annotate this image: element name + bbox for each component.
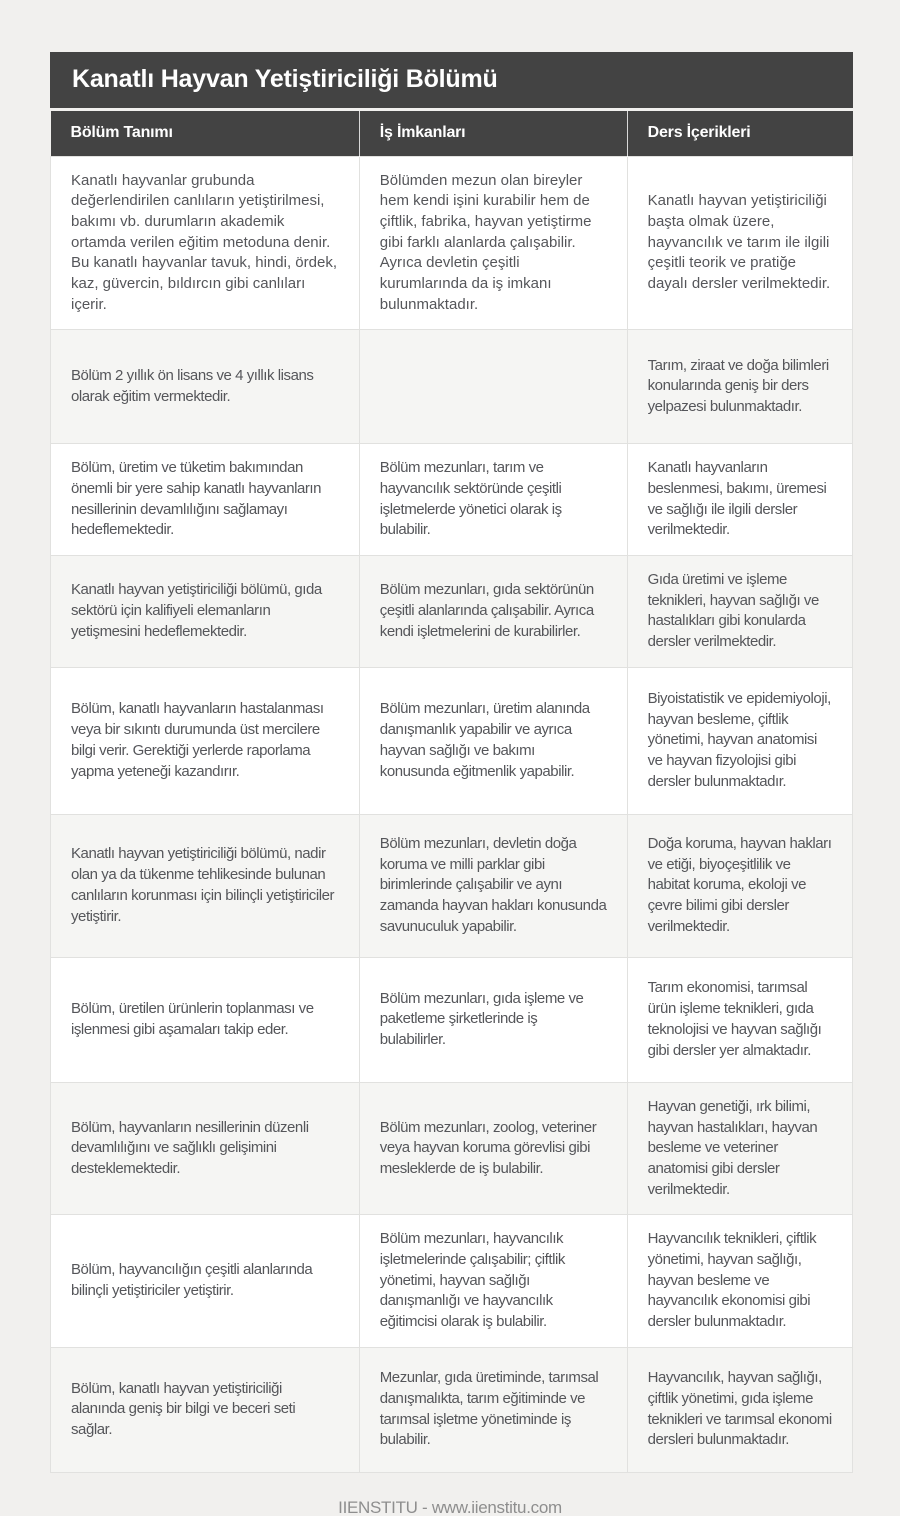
cell-courses: Doğa koruma, hayvan hakları ve etiği, biyoçeşitlilik ve habitat koruma, ekoloji ve çevre bilimi gibi dersler verilmektedir. — [627, 814, 852, 957]
table-row — [51, 814, 853, 957]
cell-jobs: Bölümden mezun olan bireyler hem kendi işini kurabilir hem de çiftlik, fabrika, hayvan yetiştirme gibi farklı alanlarda çalışabilir. Ayrıca devletin çeşitli kurumlarında da iş imkanı bulunmaktadır. — [359, 156, 627, 330]
cell-definition: Kanatlı hayvan yetiştiriciliği bölümü, gıda sektörü için kalifiyeli elemanların yetişmesini hedeflemektedir. — [51, 556, 360, 668]
page-title: Kanatlı Hayvan Yetiştiriciliği Bölümü — [50, 52, 853, 108]
table-row — [51, 1347, 853, 1472]
table-header-row — [51, 111, 853, 156]
cell-jobs: Mezunlar, gıda üretiminde, tarımsal danışmalıkta, tarım eğitiminde ve tarımsal işletme yönetiminde iş bulabilir. — [359, 1347, 627, 1472]
table-row — [51, 1082, 853, 1214]
department-table — [50, 111, 853, 1473]
table-row — [51, 556, 853, 668]
cell-courses: Hayvancılık, hayvan sağlığı, çiftlik yönetimi, gıda işleme teknikleri ve tarımsal ekonomi dersleri bulunmaktadır. — [627, 1347, 852, 1472]
cell-jobs: Bölüm mezunları, zoolog, veteriner veya hayvan koruma görevlisi gibi mesleklerde de iş bulabilir. — [359, 1082, 627, 1214]
cell-courses: Tarım, ziraat ve doğa bilimleri konularında geniş bir ders yelpazesi bulunmaktadır. — [627, 330, 852, 444]
cell-courses: Kanatlı hayvanların beslenmesi, bakımı, üremesi ve sağlığı ile ilgili dersler verilmektedir. — [627, 444, 852, 556]
cell-courses: Tarım ekonomisi, tarımsal ürün işleme teknikleri, gıda teknolojisi ve hayvan sağlığı gibi dersler yer almaktadır. — [627, 957, 852, 1082]
cell-courses: Hayvancılık teknikleri, çiftlik yönetimi, hayvan sağlığı, hayvan besleme ve hayvancılık ekonomisi gibi dersler bulunmaktadır. — [627, 1215, 852, 1347]
table-row — [51, 444, 853, 556]
cell-definition: Kanatlı hayvanlar grubunda değerlendirilen canlıların yetiştirilmesi, bakımı vb. durumların akademik ortamda verilen eğitim metoduna denir. Bu kanatlı hayvanlar tavuk, hindi, ördek, kaz, güvercin, bıldırcın gibi canlıları içerir. — [51, 156, 360, 330]
table-header — [51, 111, 853, 156]
cell-definition: Kanatlı hayvan yetiştiriciliği bölümü, nadir olan ya da tükenme tehlikesinde bulunan canlıların korunması için bilinçli yetiştiriciler yetiştirir. — [51, 814, 360, 957]
cell-jobs: Bölüm mezunları, hayvancılık işletmelerinde çalışabilir; çiftlik yönetimi, hayvan sağlığı danışmanlığı ve hayvancılık eğitimcisi olarak iş bulabilir. — [359, 1215, 627, 1347]
column-header-bolum-tanimi: Bölüm Tanımı — [51, 111, 360, 156]
cell-jobs: Bölüm mezunları, üretim alanında danışmanlık yapabilir ve ayrıca hayvan sağlığı ve bakımı konusunda eğitmenlik yapabilir. — [359, 667, 627, 814]
table-row — [51, 330, 853, 444]
cell-courses: Hayvan genetiği, ırk bilimi, hayvan hastalıkları, hayvan besleme ve veteriner anatomisi gibi dersler verilmektedir. — [627, 1082, 852, 1214]
cell-definition: Bölüm 2 yıllık ön lisans ve 4 yıllık lisans olarak eğitim vermektedir. — [51, 330, 360, 444]
cell-definition: Bölüm, üretim ve tüketim bakımından önemli bir yere sahip kanatlı hayvanların nesillerinin devamlılığını sağlamayı hedeflemektedir. — [51, 444, 360, 556]
column-header-is-imkanlari: İş İmkanları — [359, 111, 627, 156]
cell-jobs: Bölüm mezunları, tarım ve hayvancılık sektöründe çeşitli işletmelerde yönetici olarak iş bulabilir. — [359, 444, 627, 556]
cell-definition: Bölüm, hayvancılığın çeşitli alanlarında bilinçli yetiştiriciler yetiştirir. — [51, 1215, 360, 1347]
cell-definition: Bölüm, kanatlı hayvanların hastalanması veya bir sıkıntı durumunda üst mercilere bilgi verir. Gerektiği yerlerde raporlama yapma yeteneği kazandırır. — [51, 667, 360, 814]
table-row — [51, 1215, 853, 1347]
cell-jobs: Bölüm mezunları, devletin doğa koruma ve milli parklar gibi birimlerinde çalışabilir ve aynı zamanda hayvan hakları konusunda savunuculuk yapabilir. — [359, 814, 627, 957]
cell-jobs — [359, 330, 627, 444]
cell-courses: Gıda üretimi ve işleme teknikleri, hayvan sağlığı ve hastalıkları gibi konularda dersler verilmektedir. — [627, 556, 852, 668]
column-header-ders-icerikleri: Ders İçerikleri — [627, 111, 852, 156]
cell-definition: Bölüm, hayvanların nesillerinin düzenli devamlılığını ve sağlıklı gelişimini desteklemektedir. — [51, 1082, 360, 1214]
table-row — [51, 667, 853, 814]
footer-branding: IIENSTITU - www.iienstitu.com — [338, 1497, 562, 1516]
table-body — [51, 156, 853, 1472]
cell-jobs: Bölüm mezunları, gıda sektörünün çeşitli alanlarında çalışabilir. Ayrıca kendi işletmelerini de kurabilirler. — [359, 556, 627, 668]
table-row — [51, 156, 853, 330]
cell-courses: Kanatlı hayvan yetiştiriciliği başta olmak üzere, hayvancılık ve tarım ile ilgili çeşitli teorik ve pratiğe dayalı dersler verilmektedir. — [627, 156, 852, 330]
cell-courses: Biyoistatistik ve epidemiyoloji, hayvan besleme, çiftlik yönetimi, hayvan anatomisi ve hayvan fizyolojisi gibi dersler bulunmaktadır. — [627, 667, 852, 814]
cell-definition: Bölüm, üretilen ürünlerin toplanması ve işlenmesi gibi aşamaları takip eder. — [51, 957, 360, 1082]
table-row — [51, 957, 853, 1082]
cell-definition: Bölüm, kanatlı hayvan yetiştiriciliği alanında geniş bir bilgi ve beceri seti sağlar. — [51, 1347, 360, 1472]
department-info-card — [50, 52, 853, 1473]
cell-jobs: Bölüm mezunları, gıda işleme ve paketleme şirketlerinde iş bulabilirler. — [359, 957, 627, 1082]
